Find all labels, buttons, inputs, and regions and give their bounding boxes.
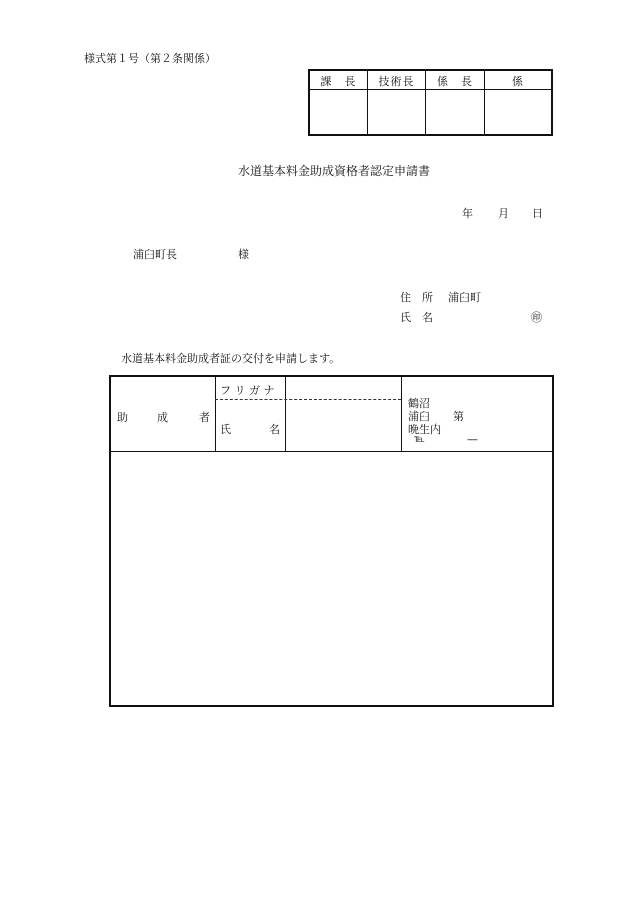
name-input[interactable]	[287, 401, 399, 449]
date-day-label: 日	[532, 207, 543, 220]
remarks-area[interactable]	[111, 452, 552, 705]
form-number: 様式第１号（第２条関係）	[84, 52, 216, 65]
applicant-address-label: 住 所	[400, 291, 433, 304]
subject-label-char-1: 助	[117, 411, 128, 424]
tel-label: ℡	[414, 434, 425, 445]
name-label-char-1: 氏	[220, 423, 231, 436]
subject-label-char-2: 成	[157, 411, 168, 424]
form-column-divider	[401, 377, 402, 451]
date-year-label: 年	[462, 207, 473, 220]
subject-label-char-3: 者	[199, 411, 210, 424]
furigana-label: フ リ ガ ナ	[220, 384, 275, 397]
date-month-label: 月	[498, 207, 509, 220]
approval-stamp-cell[interactable]	[310, 90, 367, 134]
request-statement: 水道基本料金助成者証の交付を申請します。	[121, 352, 341, 365]
applicant-address-value[interactable]: 浦臼町	[448, 291, 481, 304]
name-label-char-2: 名	[269, 423, 280, 436]
district-tsurunuma: 鶴沼	[408, 397, 430, 410]
addressee-honorific: 様	[238, 248, 249, 261]
application-form-table	[109, 375, 554, 707]
lot-number-suffix: 第	[453, 410, 464, 423]
district-urausu: 浦臼	[408, 410, 430, 423]
approval-stamp-cell[interactable]	[426, 90, 484, 134]
furigana-input[interactable]	[287, 379, 399, 398]
document-title: 水道基本料金助成資格者認定申請書	[238, 164, 431, 178]
furigana-divider	[215, 399, 401, 400]
approval-stamp-cell[interactable]	[485, 90, 551, 134]
applicant-name-label: 氏 名	[400, 311, 433, 324]
approval-header-technical-chief: 技術長	[378, 75, 415, 88]
approval-header-section-chief: 課 長	[320, 75, 357, 88]
contact-address-input[interactable]	[403, 379, 551, 449]
approval-stamp-cell[interactable]	[368, 90, 425, 134]
approval-header-unit-chief: 係 長	[437, 75, 473, 88]
tel-separator: —	[467, 433, 478, 446]
addressee-name: 浦臼町長	[133, 248, 177, 261]
form-column-divider	[215, 377, 216, 451]
approval-header-staff: 係	[512, 75, 524, 88]
applicant-name-field[interactable]	[440, 307, 525, 323]
form-column-divider	[285, 377, 286, 451]
seal-mark: ㊞	[531, 311, 542, 324]
approval-stamp-box	[308, 69, 553, 136]
district-ososhinai: 晩生内	[408, 423, 441, 436]
